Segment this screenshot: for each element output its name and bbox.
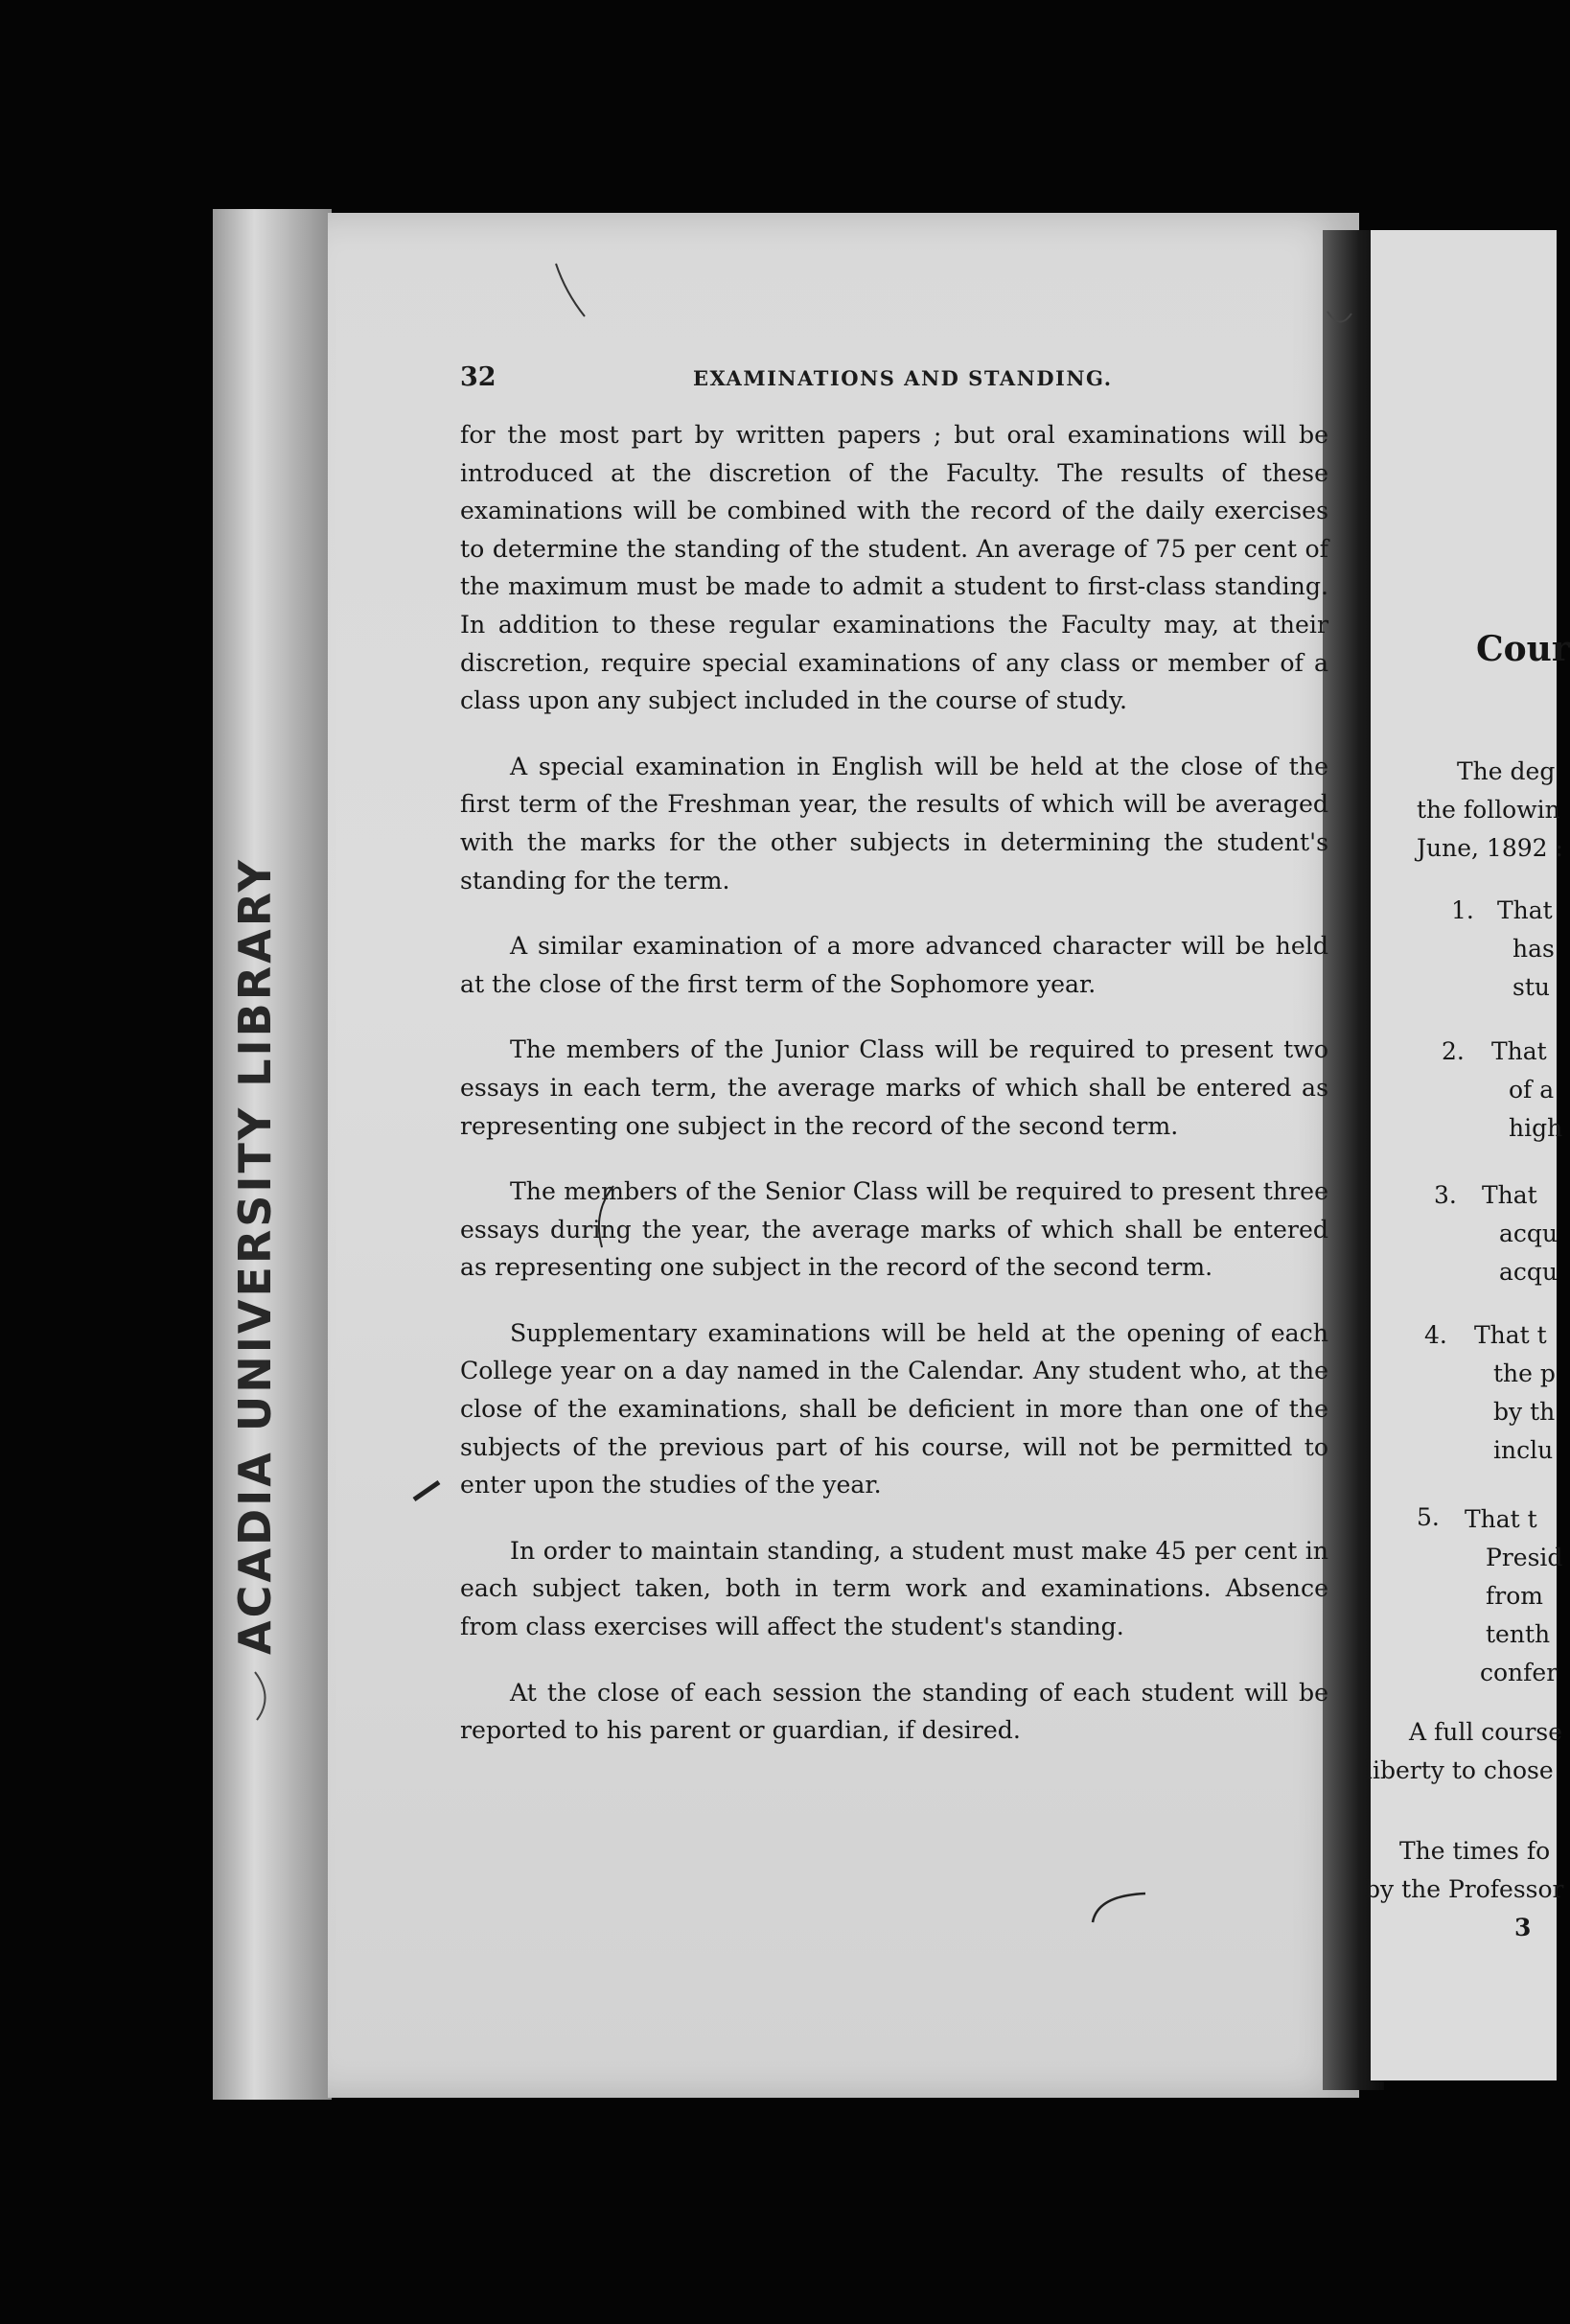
right-page-line: acqu [1499, 1220, 1558, 1247]
right-page-line: June, 1892 : [1417, 834, 1563, 862]
right-page-line: the p [1493, 1360, 1556, 1387]
right-page-line: A full course [1409, 1718, 1563, 1746]
right-page-title: Cour [1476, 629, 1570, 669]
paragraph: At the close of each session the standing of each student will be reported to his parent or guardian, if desired. [460, 1678, 1328, 1745]
right-page-line: 3. [1434, 1181, 1457, 1209]
right-page-line: confer [1480, 1659, 1558, 1686]
paragraph: A special examination in English will be held at the close of the first term of the Freshman year, the results of which will be averaged with the marks for the other subjects in determining the student's standing for the term. [460, 752, 1328, 895]
right-page [1371, 230, 1557, 2080]
right-page-line: That [1497, 896, 1553, 924]
right-page-line: 2. [1442, 1037, 1465, 1065]
pencil-mark [585, 1184, 623, 1251]
right-page-line: That t [1465, 1505, 1537, 1533]
right-page-line: That [1482, 1181, 1537, 1209]
paragraph: for the most part by written papers ; but oral examinations will be introduced at the discretion of the Faculty. The results of these examinations will be combined with the record of the daily exercises to determine the standing of the student. An average of 75 per cent of the maximum must be made to admit a student to first-class standing. In addition to these regular examinations the Faculty may, at their discretion, require special examinations of any class or member of a class upon any subject included in the course of study. [460, 421, 1328, 715]
right-page-line: The times fo [1399, 1837, 1551, 1865]
right-page-line: 4. [1424, 1321, 1447, 1349]
running-head: EXAMINATIONS AND STANDING. [693, 366, 1113, 390]
paragraph: In order to maintain standing, a student must make 45 per cent in each subject taken, both in term work and examinations. Absence from class exercises will affect the student's standing. [460, 1536, 1328, 1641]
right-page-line: by th [1493, 1398, 1556, 1426]
ink-blot-mark [410, 1476, 449, 1505]
library-stamp-text: ACADIA UNIVERSITY LIBRARY [229, 857, 281, 1655]
right-page-line: high [1509, 1114, 1563, 1142]
paragraph: The members of the Junior Class will be required to present two essays in each term, the average marks of which shall be entered as representing one subject in the record of the second term. [460, 1035, 1328, 1140]
right-page-line: liberty to chose [1365, 1756, 1554, 1784]
right-page-line: from [1486, 1582, 1543, 1610]
paragraph: Supplementary examinations will be held at the opening of each College year on a day named in the Calendar. Any student who, at the close of the examinations, shall be deficient in more than one of the subjects of the previous part of his course, will not be permitted to enter upon the studies of the year. [460, 1318, 1328, 1499]
right-page-page-number: 3 [1514, 1914, 1532, 1941]
pencil-mark [1323, 302, 1361, 340]
right-page-line: inclu [1493, 1436, 1554, 1464]
right-page-line: of a [1509, 1076, 1555, 1104]
right-page-line: acqu [1499, 1258, 1558, 1286]
paragraph: A similar examination of a more advanced character will be held at the close of the first term of the Sophomore year. [460, 932, 1328, 998]
right-page-line: That [1491, 1037, 1547, 1065]
right-page-line: the followin [1417, 796, 1560, 824]
right-page-line: 5. [1417, 1503, 1440, 1531]
pencil-mark [1088, 1884, 1155, 1927]
right-page-line: Presid [1486, 1544, 1563, 1571]
page-header [460, 362, 1304, 401]
right-page-line: stu [1512, 973, 1550, 1001]
pencil-mark [249, 1668, 278, 1726]
right-page-line: That t [1474, 1321, 1547, 1349]
page-number: 32 [460, 362, 496, 392]
pencil-mark [537, 259, 623, 345]
right-page-line: by the Professor [1365, 1875, 1564, 1903]
right-page-line: The deg [1457, 757, 1556, 785]
right-page-line: tenth [1486, 1620, 1551, 1648]
right-page-line: has [1512, 935, 1555, 963]
right-page-line: 1. [1451, 896, 1474, 924]
library-stamp [228, 857, 282, 1655]
page-body [460, 416, 1328, 1778]
paragraph: The members of the Senior Class will be required to present three essays during the year, the average marks of which shall be entered as representing one subject in the record of the second term. [460, 1177, 1328, 1282]
